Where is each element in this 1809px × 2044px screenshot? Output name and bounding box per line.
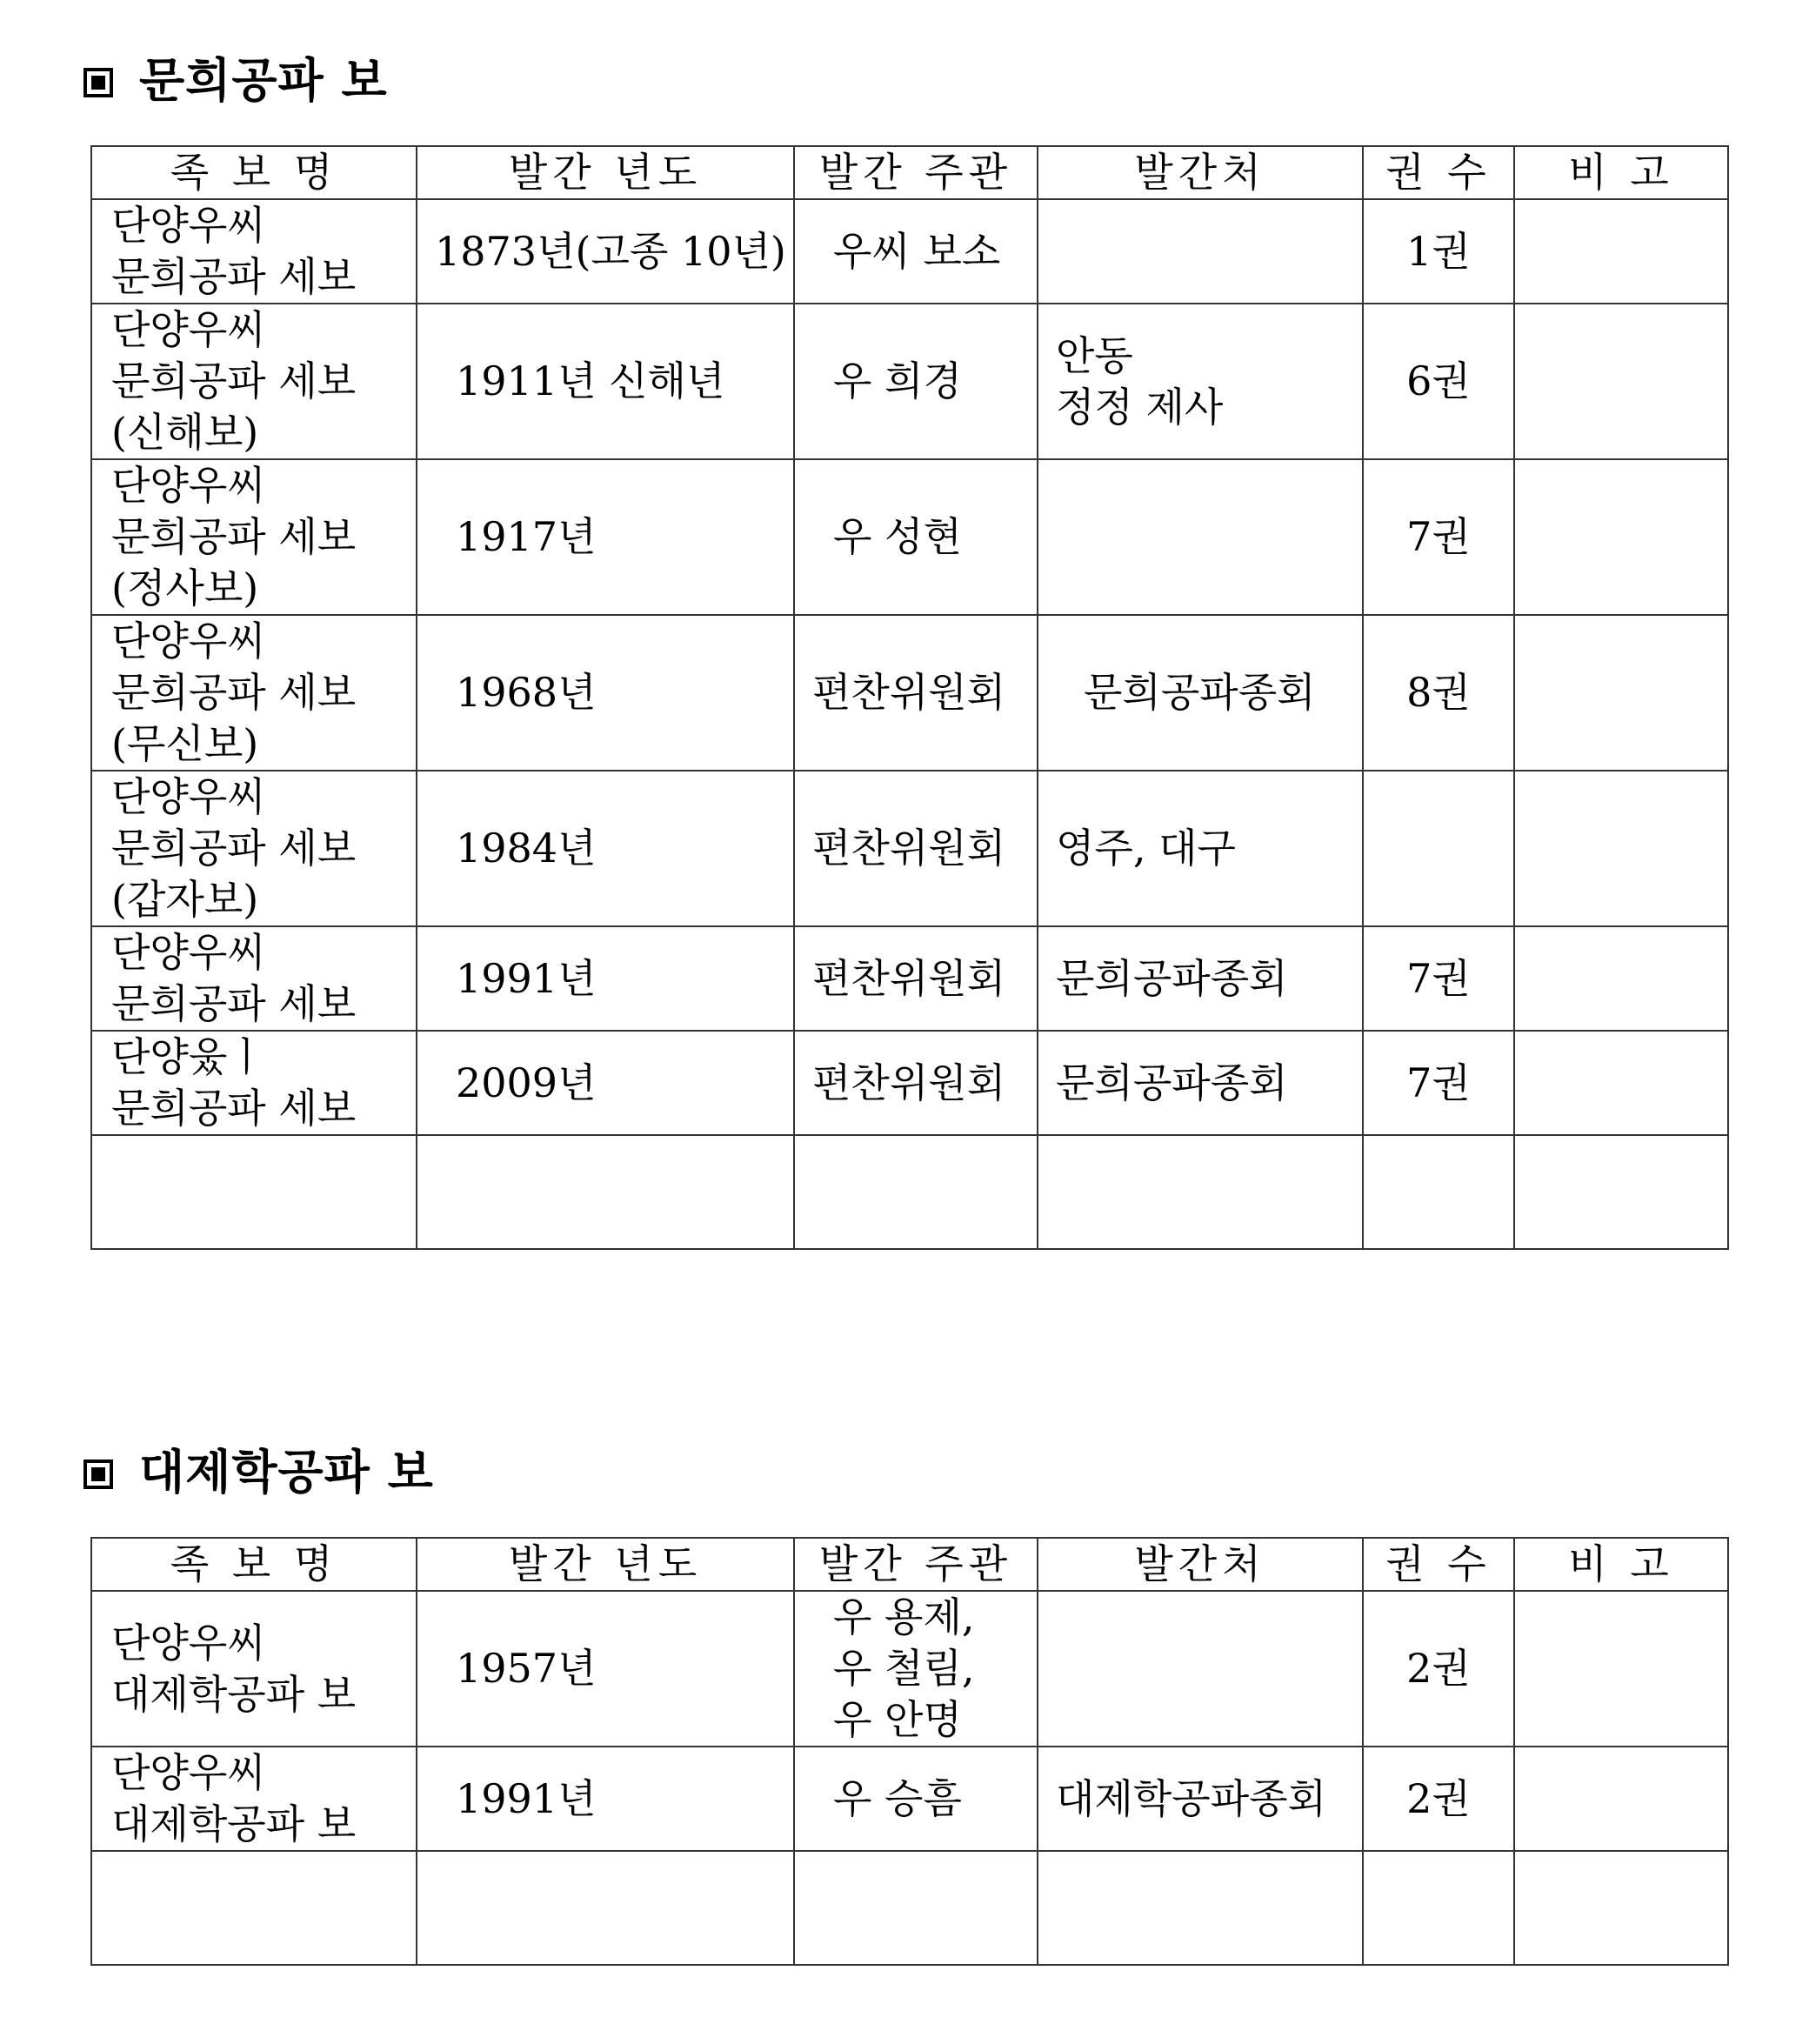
section-title-text: 대제학공파 보 (139, 1445, 434, 1500)
table-row (91, 199, 1728, 304)
cell-org: 우씨 보소 (794, 199, 1038, 304)
cell-name: 단양우씨 대제학공파 보 (91, 1747, 417, 1851)
cell-name: 단양우씨 대제학공파 보 (91, 1591, 417, 1747)
cell-remarks (1514, 926, 1728, 1031)
cell-year: 1968년 (417, 615, 794, 771)
table-row-empty (91, 1851, 1728, 1965)
cell-year: 1957년 (417, 1591, 794, 1747)
header-name: 족 보 명 (91, 146, 417, 199)
section-title-munhuigong (83, 50, 388, 111)
cell-volumes: 7권 (1363, 926, 1514, 1031)
cell-remarks (1514, 459, 1728, 615)
cell-remarks (1514, 1591, 1728, 1747)
header-year: 발간 년도 (417, 146, 794, 199)
cell-empty (91, 1851, 417, 1965)
cell-name: 단양우씨 문희공파 세보 (무신보) (91, 615, 417, 771)
cell-publisher: 문희공파종회 (1038, 926, 1363, 1031)
cell-remarks (1514, 1747, 1728, 1851)
cell-publisher (1038, 199, 1363, 304)
cell-year: 2009년 (417, 1031, 794, 1135)
table-row (91, 771, 1728, 926)
cell-empty (417, 1135, 794, 1249)
header-volumes: 권 수 (1363, 1538, 1514, 1591)
cell-year: 1873년(고종 10년) (417, 199, 794, 304)
cell-org: 우 승흠 (794, 1747, 1038, 1851)
cell-volumes (1363, 771, 1514, 926)
table-row (91, 1591, 1728, 1747)
header-remarks: 비 고 (1514, 146, 1728, 199)
table-row-empty (91, 1135, 1728, 1249)
cell-year: 1984년 (417, 771, 794, 926)
header-remarks: 비 고 (1514, 1538, 1728, 1591)
table-header-row (91, 146, 1728, 199)
cell-remarks (1514, 1031, 1728, 1135)
cell-publisher (1038, 459, 1363, 615)
header-year: 발간 년도 (417, 1538, 794, 1591)
table-row (91, 615, 1728, 771)
cell-volumes: 2권 (1363, 1591, 1514, 1747)
genealogy-table-daejehakgong (90, 1537, 1729, 1966)
cell-volumes: 1권 (1363, 199, 1514, 304)
cell-org: 우 용제, 우 철림, 우 안명 (794, 1591, 1038, 1747)
cell-year: 1917년 (417, 459, 794, 615)
header-publisher: 발간처 (1038, 1538, 1363, 1591)
cell-year: 1991년 (417, 926, 794, 1031)
table-row (91, 926, 1728, 1031)
cell-remarks (1514, 615, 1728, 771)
cell-volumes: 2권 (1363, 1747, 1514, 1851)
cell-name: 단양우씨 문희공파 세보 (정사보) (91, 459, 417, 615)
cell-publisher: 영주, 대구 (1038, 771, 1363, 926)
table-row (91, 304, 1728, 459)
table-row (91, 1747, 1728, 1851)
cell-volumes: 7권 (1363, 1031, 1514, 1135)
genealogy-table-munhuigong (90, 145, 1729, 1250)
cell-publisher: 문희공파종회 (1038, 1031, 1363, 1135)
cell-empty (1038, 1851, 1363, 1965)
cell-empty (1038, 1135, 1363, 1249)
cell-empty (1363, 1851, 1514, 1965)
cell-empty (794, 1851, 1038, 1965)
cell-empty (1363, 1135, 1514, 1249)
cell-org: 편찬위원회 (794, 615, 1038, 771)
cell-empty (417, 1851, 794, 1965)
square-bullet-icon (83, 68, 113, 97)
cell-volumes: 6권 (1363, 304, 1514, 459)
cell-volumes: 8권 (1363, 615, 1514, 771)
table-row (91, 459, 1728, 615)
cell-year: 1911년 신해년 (417, 304, 794, 459)
cell-empty (91, 1135, 417, 1249)
cell-org: 편찬위원회 (794, 926, 1038, 1031)
cell-empty (794, 1135, 1038, 1249)
table-row (91, 1031, 1728, 1135)
cell-name: 단양우씨 문희공파 세보 (신해보) (91, 304, 417, 459)
square-bullet-icon (83, 1460, 113, 1489)
cell-publisher (1038, 1591, 1363, 1747)
cell-year: 1991년 (417, 1747, 794, 1851)
cell-remarks (1514, 304, 1728, 459)
header-name: 족 보 명 (91, 1538, 417, 1591)
header-volumes: 권 수 (1363, 146, 1514, 199)
cell-name: 단양우씨 문희공파 세보 (갑자보) (91, 771, 417, 926)
cell-org: 편찬위원회 (794, 1031, 1038, 1135)
section-title-daejehakgong (83, 1442, 434, 1503)
section-title-text: 문희공파 보 (139, 53, 388, 108)
cell-name: 단양웄ㅣ 문희공파 세보 (91, 1031, 417, 1135)
cell-org: 편찬위원회 (794, 771, 1038, 926)
cell-org: 우 희경 (794, 304, 1038, 459)
cell-remarks (1514, 199, 1728, 304)
cell-publisher: 안동 정정 제사 (1038, 304, 1363, 459)
cell-org: 우 성현 (794, 459, 1038, 615)
cell-empty (1514, 1135, 1728, 1249)
header-publisher: 발간처 (1038, 146, 1363, 199)
cell-publisher: 대제학공파종회 (1038, 1747, 1363, 1851)
header-org: 발간 주관 (794, 1538, 1038, 1591)
table-header-row (91, 1538, 1728, 1591)
cell-remarks (1514, 771, 1728, 926)
cell-name: 단양우씨 문희공파 세보 (91, 926, 417, 1031)
cell-publisher: 문희공파종회 (1038, 615, 1363, 771)
cell-name: 단양우씨 문희공파 세보 (91, 199, 417, 304)
header-org: 발간 주관 (794, 146, 1038, 199)
cell-volumes: 7권 (1363, 459, 1514, 615)
cell-empty (1514, 1851, 1728, 1965)
